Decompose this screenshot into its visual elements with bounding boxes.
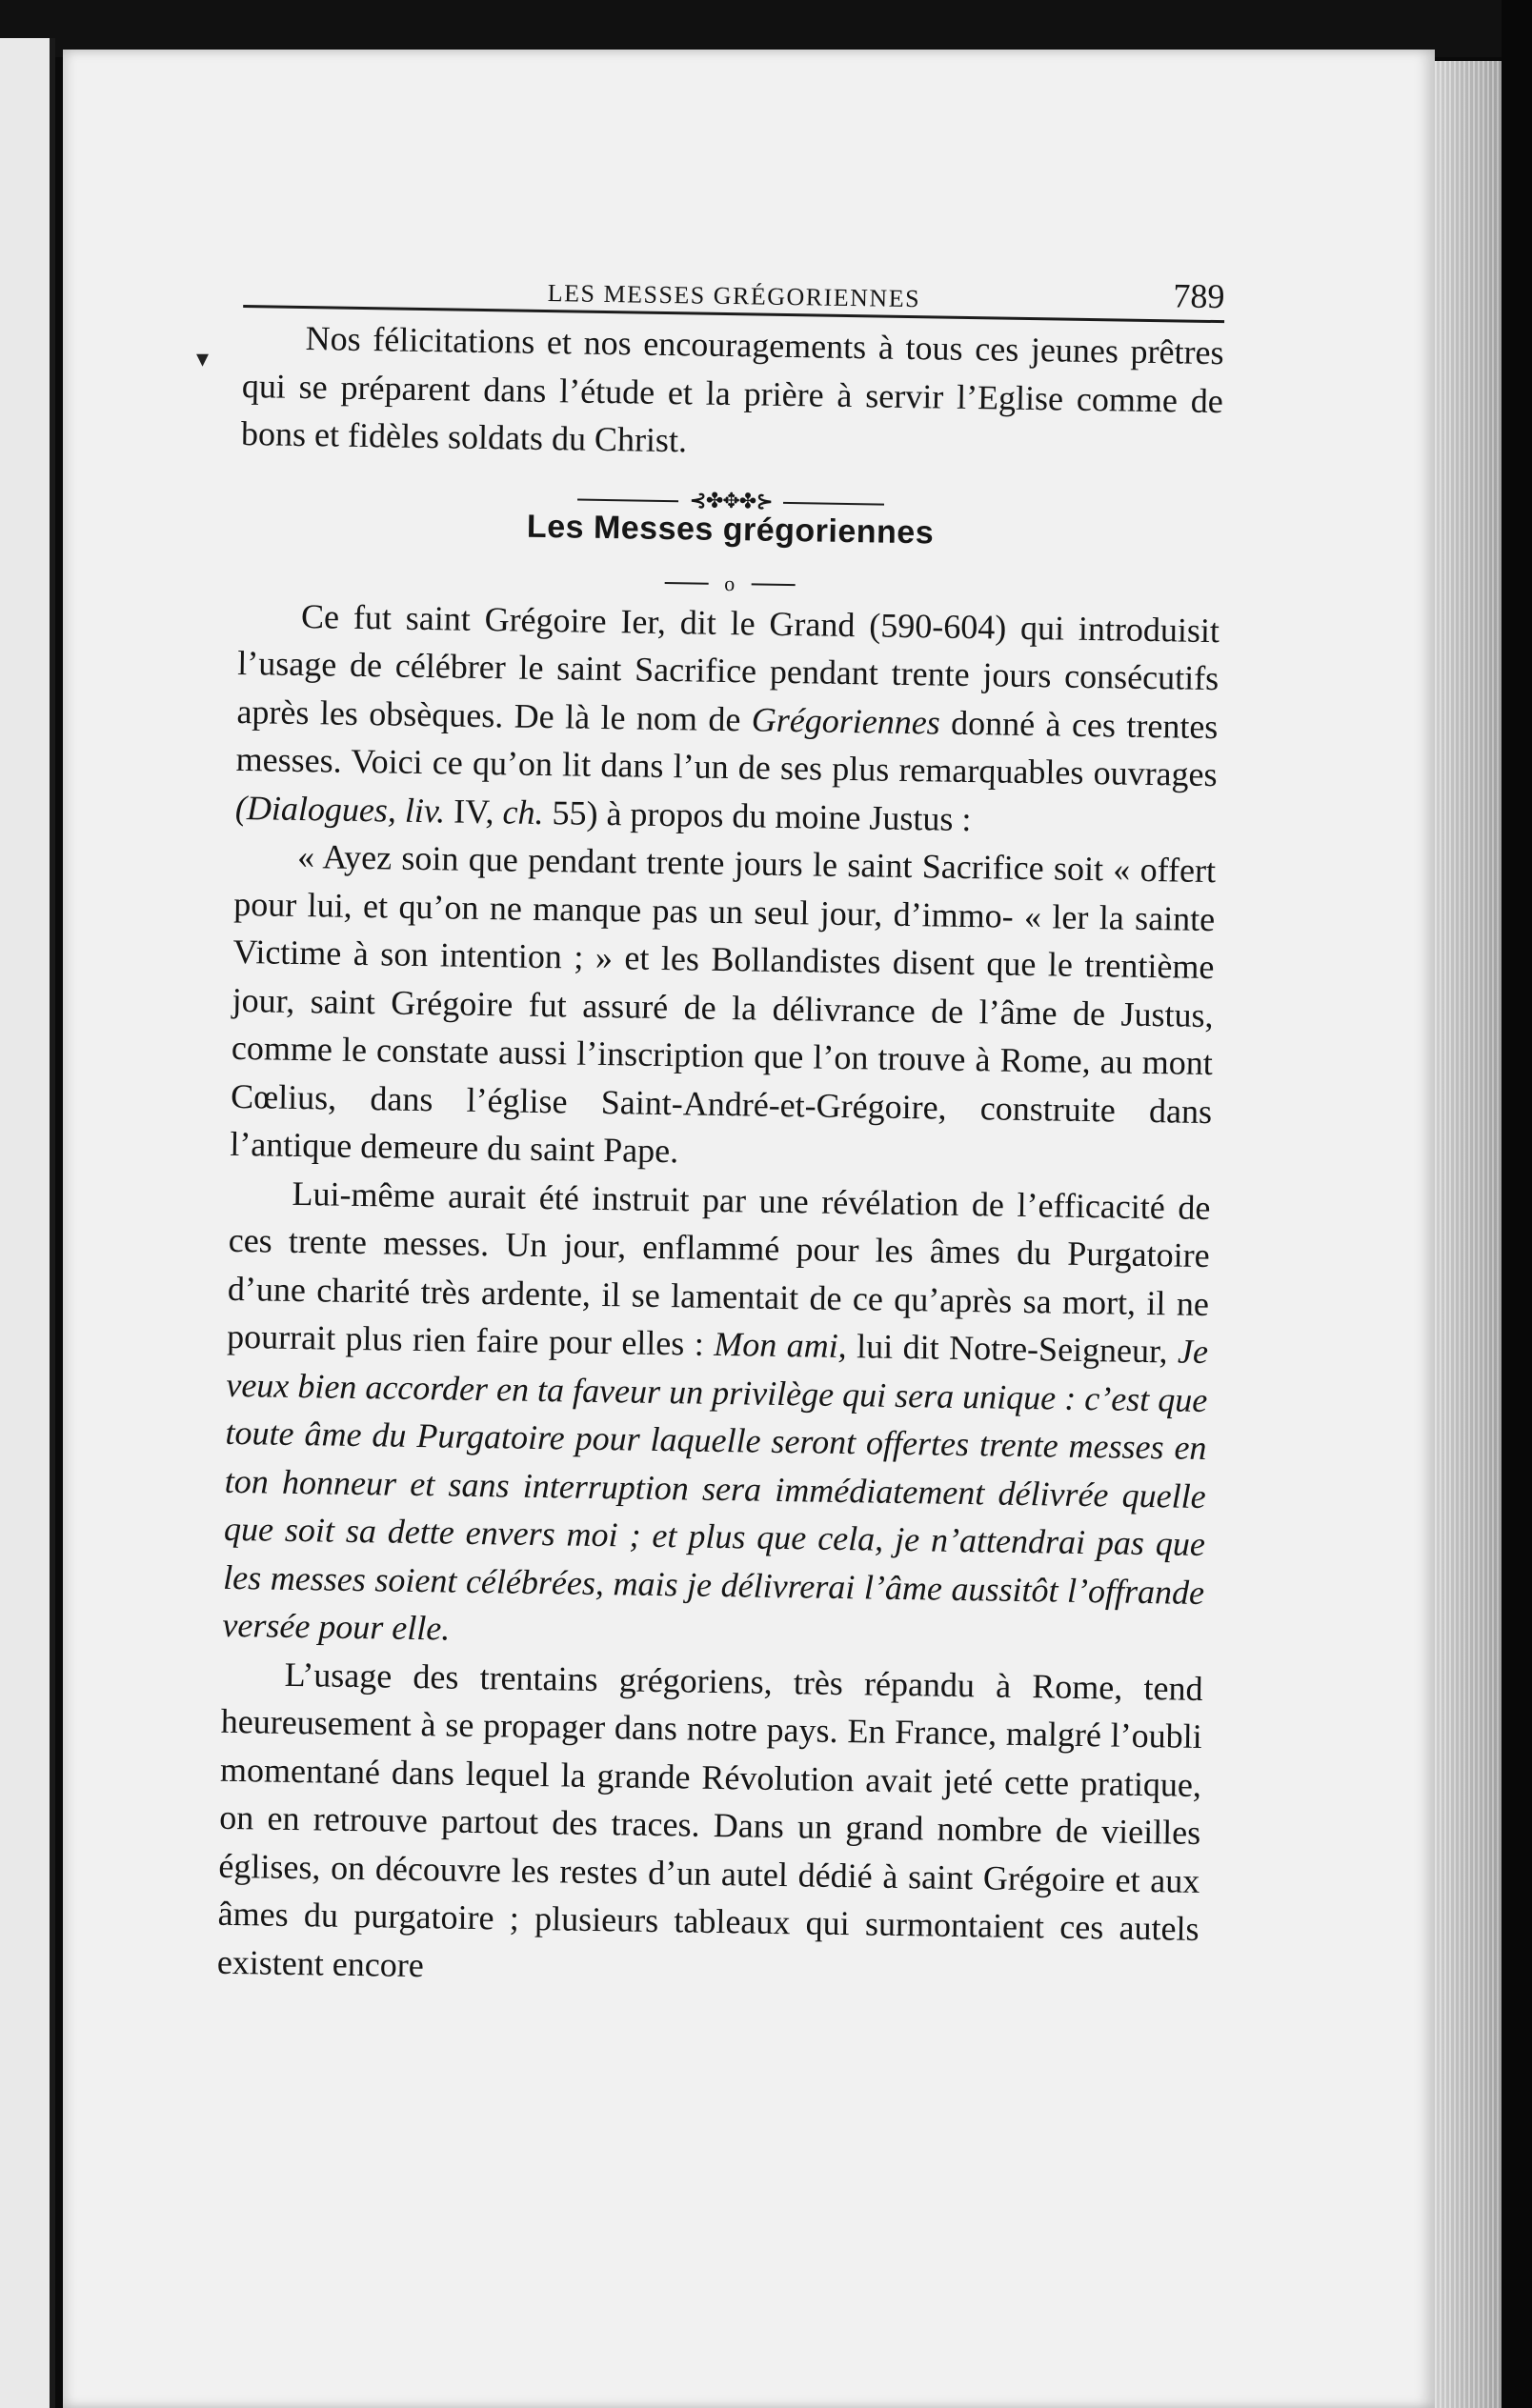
- p1-text-c: donné à ces trentes messes. Voici ce qu’on lit dans l’un de ses plus remarquables ouvrages: [235, 703, 1219, 794]
- ornament-line-left: [577, 499, 678, 503]
- separator-line-left: [664, 582, 708, 585]
- p1-italic-ch: ch.: [502, 792, 544, 832]
- text-block: [216, 257, 1224, 2001]
- page-stack-edge: [1435, 61, 1502, 2408]
- fleuron-icon: ⊰✤✥✤⊱: [689, 489, 773, 514]
- separator-line-right: [751, 584, 795, 587]
- p1-italic-gregoriennes: Grégoriennes: [751, 699, 941, 742]
- p3-italic-mon-ami: Mon ami,: [713, 1324, 848, 1366]
- intro-paragraph: Nos félicitations et nos encouragements à tous ces jeunes prêtres qui se préparent dans l’étude et la prière à servir l’Eglise comme de bons et fidèles soldats du Christ.: [240, 319, 1224, 460]
- section-title: Les Messes grégoriennes: [526, 508, 935, 551]
- paragraph-2: « Ayez soin que pendant trente jours le saint Sacrifice soit « offert pour lui, et qu’on ne manque pas un seul jour, d’immo- « ler la sainte Victime à son intention ; » et les Bollandistes disent que le trentième jour, saint Grégoire fut assuré de la délivrance de l’âme de Justus, comme le constate aussi l’inscription que l’on trouve à Rome, au mont Cœlius, dans l’église Saint-André-et-Grégoire, construite dans l’antique demeure du saint Pape.: [230, 836, 1217, 1171]
- paragraph-4: L’usage des trentains grégoriens, très répandu à Rome, tend heureusement à se propager dans notre pays. En France, malgré l’oubli momentané dans lequel la grande Révolution avait jeté cette pratique, on en retrouve partout des traces. Dans un grand nombre de vieilles églises, on découvre les restes d’un autel dédié à saint Grégoire et aux âmes du purgatoire ; plusieurs tableaux qui surmontaient ces autels existent encore: [216, 1655, 1203, 1984]
- adjacent-page-strip: [0, 38, 55, 2408]
- p1-text-g: 55) à propos du moine Justus :: [543, 793, 972, 838]
- p3-text-a: Lui-même aurait été instruit par une révélation de l’efficacité de ces trente messes. Un jour, enflammé pour les âmes du Purgatoire d’une charité très ardente, il se lamentait de ce qu’après sa mort, il ne pourrait plus rien faire pour elles :: [226, 1174, 1211, 1363]
- p1-text-e: IV,: [444, 791, 503, 831]
- p1-italic-dialogues: (Dialogues, liv.: [234, 788, 446, 830]
- p1-text-a: Ce fut saint Grégoire Ier, dit le Grand (590-604) qui introduisit l’usage de célébrer le saint Sacrifice pendant trente jours consécutifs après les obsèques. De là le nom de: [236, 596, 1220, 738]
- scan-border-right: [1502, 0, 1532, 2408]
- scan-border-top: [0, 0, 1532, 57]
- page-number: 789: [1173, 276, 1225, 316]
- ornament-line-right: [783, 502, 884, 506]
- p3-text-c: lui dit Notre-Seigneur,: [846, 1327, 1179, 1371]
- p3-italic-quote: Je veux bien accorder en ta faveur un privilège qui sera unique : c’est que toute âme du Purgatoire pour laquelle seront offertes trente messes en ton honneur et sans interruption sera immédiatement délivrée quelle que soit sa dette envers moi ; et plus que cela, je n’attendrai pas que les messes soient célébrées, mais je délivrerai l’âme aussitôt l’offrande versée pour elle.: [222, 1332, 1209, 1648]
- running-title: LES MESSES GRÉGORIENNES: [547, 279, 921, 313]
- margin-mark: ▾: [196, 345, 210, 372]
- paragraph-3: [222, 1168, 1211, 1664]
- separator-o: o: [723, 571, 736, 596]
- paragraph-1: [235, 591, 1220, 847]
